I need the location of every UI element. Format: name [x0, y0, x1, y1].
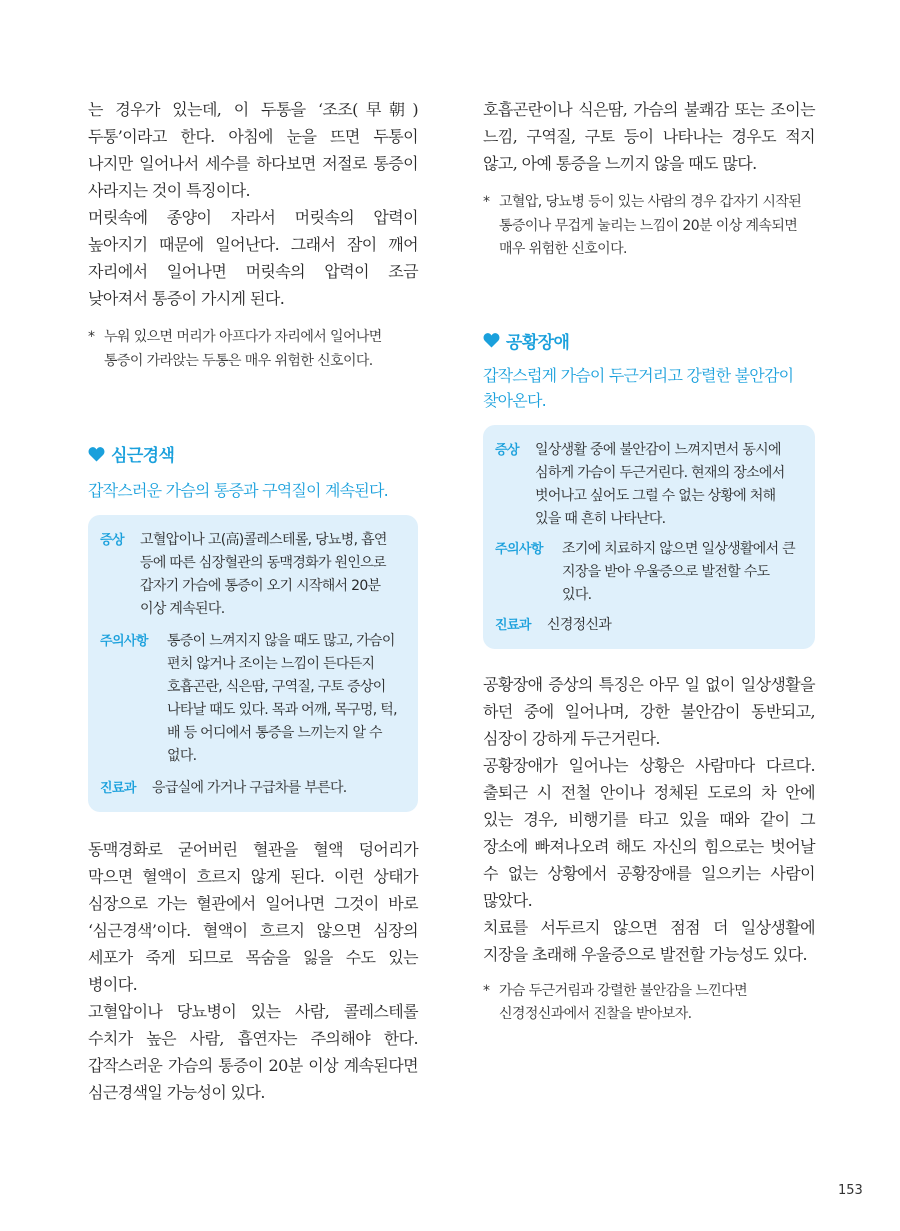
department-label: 진료과 — [100, 781, 136, 796]
left-intro-paragraph-2: 머릿속에 종양이 자라서 머릿속의 압력이 높아지기 때문에 일어난다. 그래서 잠이 깨어 자리에서 일어나면 머릿속의 압력이 조금 낮아져서 통증이 가시게 된다. — [88, 208, 418, 308]
section-panic-disorder — [483, 328, 815, 649]
right-note-1 — [483, 191, 815, 262]
caution-row — [100, 630, 404, 768]
department-text: 신경정신과 — [547, 616, 612, 633]
left-note-1 — [88, 326, 418, 373]
left-body-paragraph-2: 고혈압이나 당뇨병이 있는 사람, 콜레스테롤 수치가 높은 사람, 흡연자는 주의해야 한다. 갑작스러운 가슴의 통증이 20분 이상 계속된다면 심근경색일 가능성이 있다. — [88, 1002, 418, 1102]
right-note-2-text: 가슴 두근거림과 강렬한 불안감을 느낀다면 신경정신과에서 진찰을 받아보자. — [499, 982, 748, 1022]
right-body-paragraph-1: 공황장애 증상의 특징은 아무 일 없이 일상생활을 하던 중에 일어나며, 강한 불안감이 동반되고, 심장이 강하게 두근거린다. — [483, 674, 815, 748]
section-title — [88, 441, 418, 466]
right-note-2 — [483, 980, 815, 1027]
symptom-text: 일상생활 중에 불안감이 느껴지면서 동시에 심하게 가슴이 두근거린다. 현재의 장소에서 벗어나고 싶어도 그럴 수 없는 상황에 처해 있을 때 흔히 나타난다. — [535, 441, 785, 527]
right-column — [483, 96, 815, 1027]
department-label: 진료과 — [495, 617, 531, 633]
section-title-text: 심근경색 — [111, 446, 175, 466]
note-marker: * — [88, 329, 95, 345]
caution-text: 조기에 치료하지 않으면 일상생활에서 큰 지장을 받아 우울증으로 발전할 수도 있다. — [562, 540, 796, 603]
department-text: 응급실에 가거나 구급차를 부른다. — [152, 780, 347, 796]
right-intro-paragraph: 호흡곤란이나 식은땀, 가슴의 불쾌감 또는 조이는 느낌, 구역질, 구토 등이 나타나는 경우도 적지 않고, 아예 통증을 느끼지 않을 때도 많다. — [483, 100, 815, 173]
symptom-label: 증상 — [495, 442, 519, 458]
info-box — [88, 515, 418, 812]
note-marker: * — [483, 982, 490, 999]
symptom-label: 증상 — [100, 533, 124, 548]
department-row — [100, 777, 404, 800]
caution-label: 주의사항 — [100, 634, 148, 649]
right-body-paragraph-2: 공황장애가 일어나는 상황은 사람마다 다르다. 출퇴근 시 전철 안이나 정체된 도로의 차 안에 있는 경우, 비행기를 타고 있을 때와 같이 그 장소에 빠져나오려 해도 자신의 힘으로는 벗어날 수 없는 상황에서 공황장애를 일으키는 사람이 많았다. — [483, 755, 815, 910]
symptom-row — [100, 529, 404, 621]
symptom-row — [495, 439, 801, 531]
left-body — [88, 836, 418, 1106]
symptom-text: 고혈압이나 고(高)콜레스테롤, 당뇨병, 흡연 등에 따른 심장혈관의 동맥경화가 원인으로 갑자기 가슴에 통증이 오기 시작해서 20분 이상 계속된다. — [140, 532, 387, 617]
heart-icon — [88, 446, 105, 462]
left-body-paragraph-1: 동맥경화로 굳어버린 혈관을 혈액 덩어리가 막으면 혈액이 흐르지 않게 된다. 이런 상태가 심장으로 가는 혈관에서 일어나면 그것이 바로 ‘심근경색’이다. 혈액이 흐르지 않으면 심장의 세포가 죽게 되므로 목숨을 잃을 수도 있는 병이다. — [88, 840, 418, 994]
caution-row — [495, 538, 801, 607]
section-heart-attack — [88, 441, 418, 812]
section-title-text: 공황장애 — [506, 332, 570, 353]
department-row — [495, 614, 801, 637]
page-number: 153 — [838, 1183, 863, 1198]
note-marker: * — [483, 194, 490, 210]
right-body-paragraph-3: 치료를 서두르지 않으면 점점 더 일상생활에 지장을 초래해 우울증으로 발전할 가능성도 있다. — [483, 917, 815, 964]
heart-icon — [483, 332, 500, 348]
left-note-1-text: 누워 있으면 머리가 아프다가 자리에서 일어나면 통증이 가라앉는 두통은 매우 위험한 신호이다. — [104, 329, 382, 369]
caution-label: 주의사항 — [495, 541, 543, 557]
right-note-1-text: 고혈압, 당뇨병 등이 있는 사람의 경우 갑자기 시작된 통증이나 무겁게 눌리는 느낌이 20분 이상 계속되면 매우 위험한 신호이다. — [499, 194, 802, 257]
info-box — [483, 425, 815, 649]
caution-text: 통증이 느껴지지 않을 때도 많고, 가슴이 편치 않거나 조이는 느낌이 든다든지 호흡곤란, 식은땀, 구역질, 구토 증상이 나타날 때도 있다. 목과 어깨, 목구멍, 턱, 배 등 어디에서 통증을 느끼는지 알 수 없다. — [167, 633, 397, 764]
right-body — [483, 671, 815, 968]
left-intro-paragraph-1: 는 경우가 있는데, 이 두통을 ‘조조(早朝) 두통’이라고 한다. 아침에 눈을 뜨면 두통이 나지만 일어나서 세수를 하다보면 저절로 통증이 사라지는 것이 특징이다. — [88, 100, 418, 200]
section-subtitle: 갑작스러운 가슴의 통증과 구역질이 계속된다. — [88, 481, 388, 500]
section-subtitle: 갑작스럽게 가슴이 두근거리고 강렬한 불안감이 찾아온다. — [483, 365, 794, 410]
left-column — [88, 96, 418, 1106]
section-title — [483, 328, 815, 353]
